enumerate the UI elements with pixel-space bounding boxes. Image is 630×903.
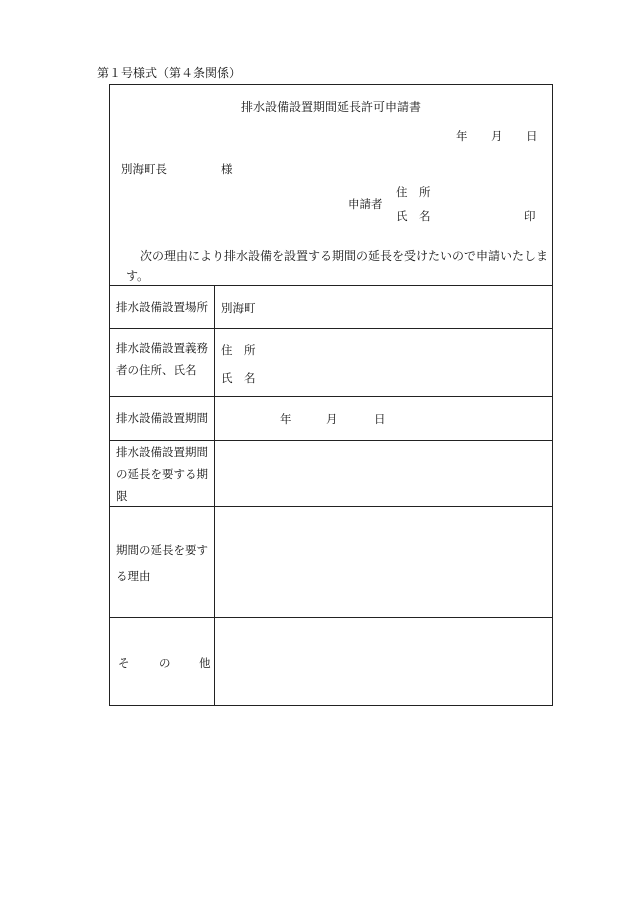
date-year: 年 [456, 129, 468, 143]
row-divider [110, 328, 552, 329]
reason-label-line-2: る理由 [116, 569, 151, 583]
addressee-honorific: 様 [221, 162, 233, 176]
form-number-label: 第１号様式（第４条関係） [97, 66, 242, 80]
applicant-label: 申請者 [348, 197, 383, 211]
row-divider [110, 285, 552, 286]
extension-label-line-2: の延長を要する期 [116, 467, 208, 481]
location-value: 別海町 [221, 301, 256, 315]
applicant-address-label: 住 所 [396, 185, 431, 199]
obligor-label-line-1: 排水設備設置義務 [116, 341, 208, 355]
location-label: 排水設備設置場所 [116, 300, 208, 314]
other-label-char-3: 他 [199, 656, 211, 670]
period-label: 排水設備設置期間 [116, 411, 208, 425]
period-year: 年 [280, 412, 292, 426]
statement-line-1: 次の理由により排水設備を設置する期間の延長を受けたいので申請いたしま [140, 249, 549, 263]
extension-label-line-3: 限 [116, 489, 128, 503]
period-month: 月 [326, 412, 338, 426]
other-label-char-1: そ [118, 656, 130, 670]
obligor-label [116, 337, 212, 381]
reason-label [116, 537, 212, 589]
obligor-label-line-2: 者の住所、氏名 [116, 363, 197, 377]
obligor-address-label: 住 所 [221, 343, 256, 357]
addressee-name: 別海町長 [121, 162, 167, 176]
extension-label-line-1: 排水設備設置期間 [116, 445, 208, 459]
application-form-table [109, 84, 553, 706]
applicant-name-label: 氏 名 [396, 209, 431, 223]
statement-line-2: す。 [126, 269, 150, 283]
other-label-char-2: の [159, 656, 171, 670]
column-divider [214, 285, 215, 706]
obligor-name-label: 氏 名 [221, 371, 256, 385]
extension-label [116, 441, 212, 507]
date-month: 月 [491, 129, 503, 143]
period-day: 日 [374, 412, 386, 426]
reason-label-line-1: 期間の延長を要す [116, 543, 208, 557]
row-divider [110, 396, 552, 397]
form-title: 排水設備設置期間延長許可申請書 [240, 100, 421, 114]
seal-mark: 印 [524, 209, 536, 223]
date-day: 日 [526, 129, 538, 143]
row-divider [110, 617, 552, 618]
